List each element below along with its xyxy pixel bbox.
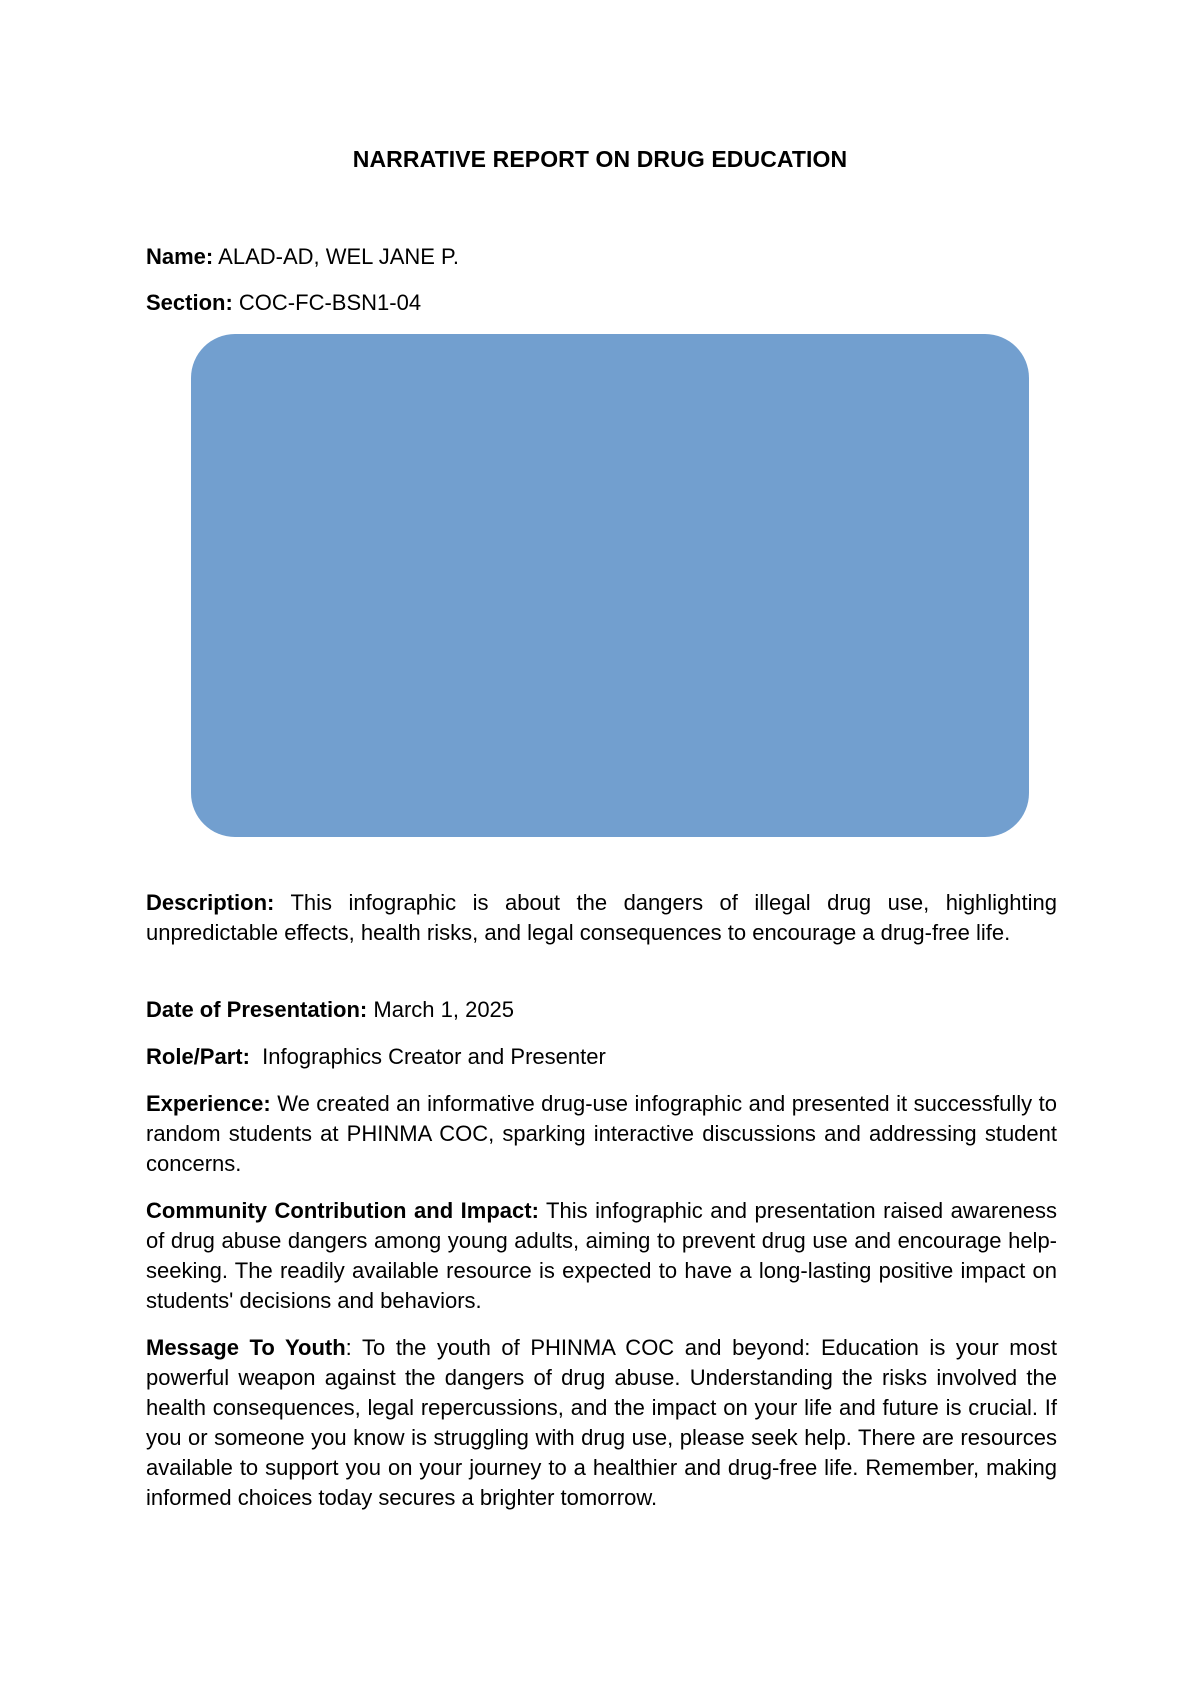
message-label: Message To Youth [146, 1335, 346, 1360]
name-line [146, 244, 459, 270]
community-paragraph [146, 1196, 1057, 1316]
description-label: Description: [146, 890, 275, 915]
date-label: Date of Presentation: [146, 997, 368, 1022]
experience-text: We created an informative drug-use infographic and presented it successfully to random students at PHINMA COC, sparking interactive discussions and addressing student concerns. [146, 1091, 1057, 1176]
experience-label: Experience: [146, 1091, 271, 1116]
description-text: This infographic is about the dangers of illegal drug use, highlighting unpredictable effects, health risks, and legal consequences to encourage a drug-free life. [146, 890, 1058, 945]
infographic-image-placeholder [191, 334, 1029, 837]
role-value: Infographics Creator and Presenter [262, 1044, 606, 1069]
name-value: ALAD-AD, WEL JANE P. [218, 244, 460, 269]
community-text: This infographic and presentation raised awareness of drug abuse dangers among young adults, aiming to prevent drug use and encourage help-seeking. The readily available resource is expected to have a long-lasting positive impact on students' decisions and behaviors. [146, 1198, 1057, 1313]
message-text: : To the youth of PHINMA COC and beyond: Education is your most powerful weapon against the dangers of drug abuse. Understanding the risks involved the health consequences, legal repercussions, and the impact on your life and future is crucial. If you or someone you know is struggling with drug use, please seek help. There are resources available to support you on your journey to a healthier and drug-free life. Remember, making informed choices today secures a brighter tomorrow. [146, 1335, 1057, 1510]
date-paragraph [146, 995, 1057, 1025]
page-title: NARRATIVE REPORT ON DRUG EDUCATION [352, 146, 848, 172]
section-label: Section: [146, 290, 233, 315]
name-label: Name: [146, 244, 214, 269]
role-label: Role/Part: [146, 1044, 250, 1069]
date-value: March 1, 2025 [373, 997, 515, 1022]
role-paragraph [146, 1042, 1057, 1072]
section-value: COC-FC-BSN1-04 [238, 290, 422, 315]
message-paragraph [146, 1333, 1057, 1513]
description-paragraph [146, 888, 1057, 948]
experience-paragraph [146, 1089, 1057, 1179]
community-label: Community Contribution and Impact: [146, 1198, 539, 1223]
section-line [146, 290, 421, 316]
